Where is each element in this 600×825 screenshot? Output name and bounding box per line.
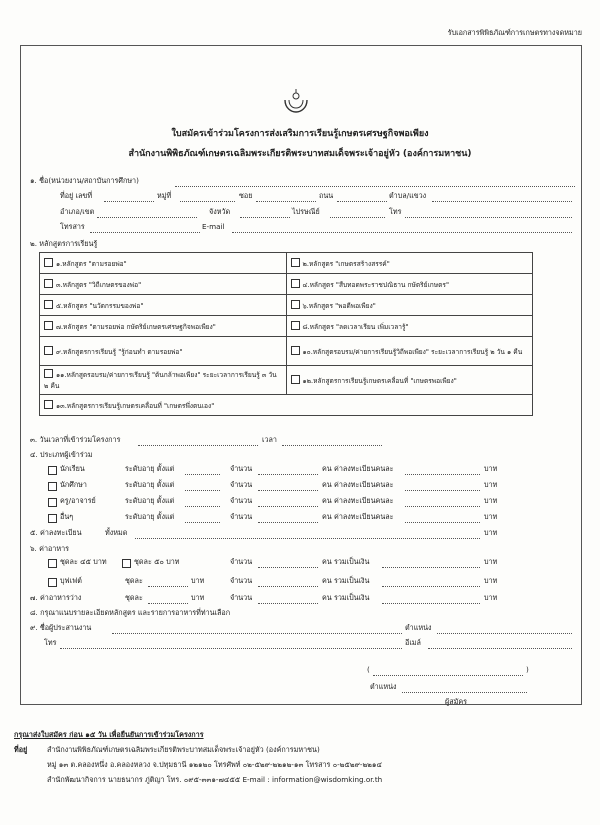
checkbox[interactable] [291,258,300,267]
form-title: ใบสมัครเข้าร่วมโครงการส่งเสริมการเรียนรู้เกษตรเศรษฐกิจพอเพียง [171,129,429,139]
checkbox[interactable] [291,279,300,288]
section3-label: ๓. วันเวลาที่เข้าร่วมโครงการ [30,435,121,444]
age-field[interactable] [185,482,220,491]
baht-label: บาท [484,528,498,537]
baht-label: บาท [484,464,498,473]
baht-label: บาท [484,557,498,566]
baht-label: บาท [191,593,205,602]
baht-label: บาท [484,480,498,489]
phone-field[interactable] [405,209,572,218]
count-label: จำนวน [230,512,253,521]
organization-name-field[interactable] [175,178,575,187]
header-note: รับเอกสารพิพิธภัณฑ์การเกษตรทางจดหมาย [447,28,582,37]
registration-total-field[interactable] [135,530,480,539]
baht-label: บาท [191,576,205,585]
count-field[interactable] [258,578,318,587]
section8-label: ๘. กรุณาแนบรายละเอียดหลักสูตร และรายการอาหารที่ท่านเลือก [30,608,231,617]
checkbox[interactable] [48,482,57,491]
course-option[interactable] [40,295,287,316]
subdistrict-label: ตำบล/แขวง [389,191,427,200]
age-field[interactable] [185,514,220,523]
count-field[interactable] [258,559,318,568]
count-field[interactable] [258,466,318,475]
participant-type: อื่นๆ [60,512,74,521]
fee-label: คน ค่าลงทะเบียนคนละ [322,464,394,473]
participant-type: ครู/อาจารย์ [60,496,96,505]
baht-label: บาท [484,576,498,585]
course-row [40,395,533,416]
course-row [40,316,533,337]
checkbox[interactable] [44,279,53,288]
checkbox[interactable] [44,346,53,355]
total-label: คน รวมเป็นเงิน [322,593,370,602]
set50-label: ชุดละ ๕๐ บาท [134,557,180,566]
district-field[interactable] [97,209,197,218]
checkbox[interactable] [122,559,131,568]
course-option[interactable] [286,274,533,295]
road-field[interactable] [337,193,387,202]
address-number-field[interactable] [104,193,154,202]
checkbox[interactable] [291,300,300,309]
total-label: คน รวมเป็นเงิน [322,576,370,585]
course-row [40,295,533,316]
count-field[interactable] [258,514,318,523]
fee-label: คน ค่าลงทะเบียนคนละ [322,496,394,505]
time-field[interactable] [282,437,382,446]
course-label: ๒.หลักสูตร "เกษตรสร้างสรรค์" [302,259,390,268]
checkbox[interactable] [291,321,300,330]
checkbox[interactable] [48,514,57,523]
soi-field[interactable] [256,193,316,202]
course-label: ๑๑.หลักสูตรอบรม/ค่ายการเรียนรู้ "ต้นกล้าพอเพียง" ระยะเวลาการเรียนรู้ ๓ วัน ๒ คืน [44,371,277,390]
footer-note: กรุณาส่งใบสมัคร ก่อน ๑๕ วัน เพื่อยืนยันการเข้าร่วมโครงการ [14,730,204,739]
course-option[interactable] [286,316,533,337]
course-option[interactable] [40,316,287,337]
form-subtitle: สำนักงานพิพิธภัณฑ์เกษตรเฉลิมพระเกียรติพระบาทสมเด็จพระเจ้าอยู่หัว (องค์การมหาชน) [128,149,472,159]
count-label: จำนวน [230,576,253,585]
age-label: ระดับอายุ ตั้งแต่ [125,512,175,521]
total-label: ทั้งหมด [105,528,128,537]
phone-label: โทร [389,207,402,216]
coordinator-email-field[interactable] [428,640,572,649]
baht-label: บาท [484,593,498,602]
age-field[interactable] [185,466,220,475]
fee-field[interactable] [405,498,480,507]
applicant-label: ผู้สมัคร [445,697,468,706]
age-label: ระดับอายุ ตั้งแต่ [125,464,175,473]
course-label: ๑๓.หลักสูตรการเรียนรู้เกษตรเคลื่อนที่ "เกษตรพึ่งตนเอง" [56,401,215,410]
course-label: ๑๐.หลักสูตรอบรม/ค่ายการเรียนรู้วิถีพอเพียง" ระยะเวลาการเรียนรู้ ๒ วัน ๑ คืน [302,347,523,356]
address-number-label: ที่อยู่ เลขที่ [60,191,93,200]
participant-type: นักศึกษา [60,480,87,489]
course-option[interactable] [286,337,533,366]
time-label: เวลา [262,435,277,444]
district-label: อำเภอ/เขต [60,207,95,216]
course-option[interactable] [40,253,287,274]
position-label: ตำแหน่ง [405,623,432,632]
course-option[interactable] [40,274,287,295]
province-field[interactable] [240,209,290,218]
fee-label: คน ค่าลงทะเบียนคนละ [322,512,394,521]
section7-label: ๗. ค่าอาหารว่าง [30,593,82,602]
signature-position-field[interactable] [402,684,527,693]
soi-label: ซอย [239,191,253,200]
email-field[interactable] [232,224,572,233]
postcode-label: ไปรษณีย์ [292,207,320,216]
moo-label: หมู่ที่ [157,191,172,200]
moo-field[interactable] [180,193,235,202]
date-field[interactable] [138,437,258,446]
set-label: ชุดละ [125,593,143,602]
coordinator-name-field[interactable] [112,625,402,634]
footer-line2: หมู่ ๑๓ ต.คลองหนึ่ง อ.คลองหลวง จ.ปทุมธานี ๑๒๑๒๐ โทรศัพท์ ๐๒-๕๒๙-๒๒๑๒-๑๓ โทรสาร ๐-๒๕๒๙-๒๒๑๔ [47,760,382,769]
baht-label: บาท [484,496,498,505]
fee-field[interactable] [405,466,480,475]
checkbox[interactable] [291,375,300,384]
course-label: ๔.หลักสูตร "สืบทอดพระราชปณิธาน กษัตริย์เกษตร" [302,280,449,289]
total-field[interactable] [382,595,480,604]
signature-name-field[interactable] [373,667,523,676]
course-row [40,274,533,295]
course-option[interactable] [286,366,533,395]
fax-field[interactable] [90,224,200,233]
count-field[interactable] [258,482,318,491]
emblem-logo [281,86,311,114]
checkbox[interactable] [44,321,53,330]
signature-close-paren: ) [526,665,529,674]
price-field[interactable] [148,595,188,604]
course-label: ๖.หลักสูตร "พอดีพอเพียง" [302,301,376,310]
postcode-field[interactable] [330,209,385,218]
email-label: อีเมล์ [405,638,421,647]
course-row [40,337,533,366]
course-option[interactable] [40,366,287,395]
phone-label: โทร [44,638,57,647]
section4-label: ๔. ประเภทผู้เข้าร่วม [30,450,93,459]
checkbox[interactable] [48,578,57,587]
section1-label: ๑. ชื่อ(หน่วยงาน/สถาบันการศึกษา) [30,176,139,185]
signature-open-paren: ( [367,665,370,674]
count-label: จำนวน [230,593,253,602]
checkbox[interactable] [48,559,57,568]
checkbox[interactable] [291,346,300,355]
fee-field[interactable] [405,514,480,523]
course-row [40,253,533,274]
signature-position-label: ตำแหน่ง [370,682,397,691]
count-field[interactable] [258,498,318,507]
course-label: ๑๒.หลักสูตรการเรียนรู้เกษตรเคลื่อนที่ "เกษตรพอเพียง" [302,376,457,385]
price-field[interactable] [148,578,188,587]
course-option[interactable] [40,395,533,416]
course-label: ๗.หลักสูตร "ตามรอยพ่อ กษัตริย์เกษตรเศรษฐกิจพอเพียง" [56,322,216,331]
coordinator-phone-field[interactable] [60,640,402,649]
participant-type: นักเรียน [60,464,85,473]
fee-label: คน ค่าลงทะเบียนคนละ [322,480,394,489]
fee-field[interactable] [405,482,480,491]
set-label: ชุดละ [125,576,143,585]
course-option[interactable] [286,253,533,274]
coordinator-position-field[interactable] [437,625,572,634]
total-field[interactable] [382,578,480,587]
total-label: คน รวมเป็นเงิน [322,557,370,566]
course-label: ๓.หลักสูตร "วิถีเกษตรของพ่อ" [56,280,142,289]
course-table [39,252,533,416]
count-label: จำนวน [230,557,253,566]
road-label: ถนน [319,191,334,200]
fax-label: โทรสาร [60,222,85,231]
count-label: จำนวน [230,496,253,505]
set45-label: ชุดละ ๔๕ บาท [60,557,107,566]
course-label: ๙.หลักสูตรการเรียนรู้ "รู้ก่อนทำ ตามรอยพ่อ" [56,347,183,356]
course-option[interactable] [286,295,533,316]
count-label: จำนวน [230,480,253,489]
section2-label: ๒. หลักสูตรการเรียนรู้ [30,239,98,248]
course-row [40,366,533,395]
course-label: ๕.หลักสูตร "นวัตกรรมของพ่อ" [56,301,144,310]
checkbox[interactable] [44,369,53,378]
checkbox[interactable] [44,300,53,309]
count-label: จำนวน [230,464,253,473]
course-label: ๑.หลักสูตร "ตามรอยพ่อ" [56,259,127,268]
checkbox[interactable] [44,258,53,267]
baht-label: บาท [484,512,498,521]
course-option[interactable] [40,337,287,366]
email-label: E-mail [202,222,225,231]
section5-label: ๕. ค่าลงทะเบียน [30,528,82,537]
section6-label: ๖. ค่าอาหาร [30,544,69,553]
buffet-label: บุฟเฟต์ [60,576,82,585]
section9-label: ๙. ชื่อผู้ประสานงาน [30,623,92,632]
footer-line3: สำนักพัฒนากิจการ นายธนากร ภู่ติญา โทร. ๐๙๕-๓๓๑-๗๔๕๕ E-mail : information@wisdomking.or.th [47,775,383,784]
footer-line1: สำนักงานพิพิธภัณฑ์เกษตรเฉลิมพระเกียรติพระบาทสมเด็จพระเจ้าอยู่หัว (องค์การมหาชน) [47,745,320,754]
checkbox[interactable] [48,498,57,507]
count-field[interactable] [258,595,318,604]
checkbox[interactable] [44,400,53,409]
age-field[interactable] [185,498,220,507]
subdistrict-field[interactable] [432,193,572,202]
age-label: ระดับอายุ ตั้งแต่ [125,480,175,489]
footer-address-label: ที่อยู่ [14,745,28,754]
age-label: ระดับอายุ ตั้งแต่ [125,496,175,505]
province-label: จังหวัด [209,207,231,216]
course-label: ๘.หลักสูตร "ลดเวลาเรียน เพิ่มเวลารู้" [302,322,409,331]
total-field[interactable] [382,559,480,568]
checkbox[interactable] [48,466,57,475]
